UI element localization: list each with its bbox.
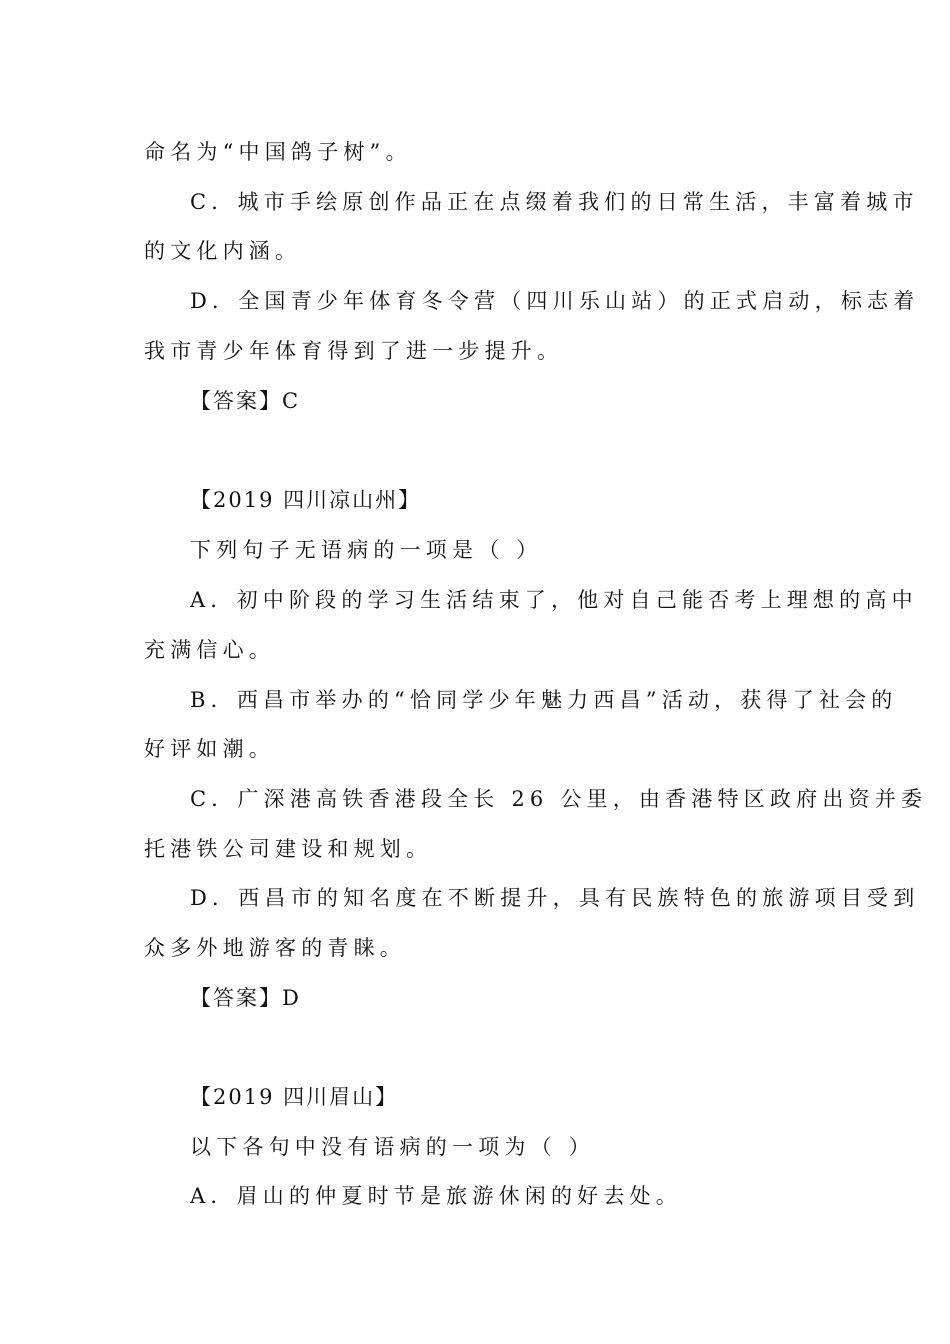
option-c2-line-2: 托港铁公司建设和规划。 [144,837,433,861]
option-c-line-1: C．城市手绘原创作品正在点缀着我们的日常生活，丰富着城市 [190,190,919,214]
answer-1: 【答案】C [190,389,301,413]
option-a-line-2: 充满信心。 [144,638,275,662]
section-heading-meishan: 【2019 四川眉山】 [190,1085,399,1109]
option-c-line-2: 的文化内涵。 [144,239,302,263]
option-b-line-1: B．西昌市举办的“恰同学少年魅力西昌”活动，获得了社会的 [190,688,898,712]
answer-2: 【答案】D [190,986,301,1010]
text-line: 命名为“中国鸽子树”。 [144,140,412,164]
section-heading-liangshan: 【2019 四川凉山州】 [190,488,422,512]
option-d2-line-2: 众多外地游客的青睐。 [144,936,406,960]
question-prompt-2: 以下各句中没有语病的一项为（ ） [190,1135,595,1159]
option-a3-line-1: A．眉山的仲夏时节是旅游休闲的好去处。 [190,1184,682,1208]
question-prompt-1: 下列句子无语病的一项是（ ） [190,538,543,562]
option-d2-line-1: D．西昌市的知名度在不断提升，具有民族特色的旅游项目受到 [190,886,920,910]
option-d-line-2: 我市青少年体育得到了进一步提升。 [144,339,564,363]
option-c2-line-1: C．广深港高铁香港段全长 26 公里，由香港特区政府出资并委 [190,787,928,811]
option-a-line-1: A．初中阶段的学习生活结束了，他对自己能否考上理想的高中 [190,588,918,612]
option-d-line-1: D．全国青少年体育冬令营（四川乐山站）的正式启动，标志着 [190,289,920,313]
option-b-line-2: 好评如潮。 [144,737,275,761]
